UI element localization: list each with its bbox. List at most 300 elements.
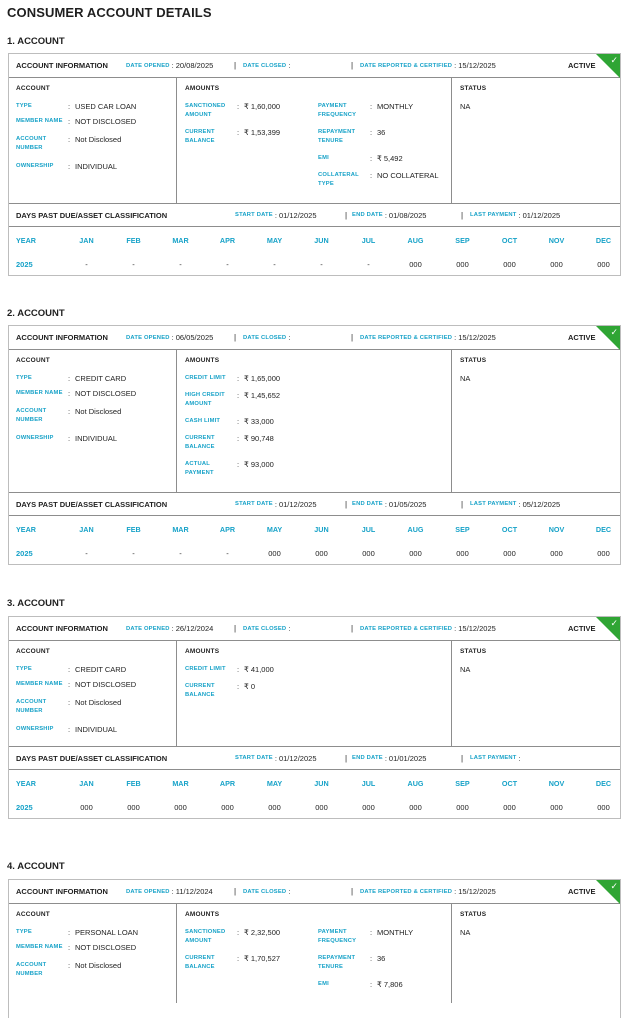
colon: : [288, 624, 291, 633]
date-reported-field [360, 887, 496, 896]
year-header: YEAR [16, 779, 36, 788]
dpd-title: DAYS PAST DUE/ASSET CLASSIFICATION [16, 753, 168, 763]
account-number-label: ACCOUNT NUMBER [16, 962, 47, 977]
month-value: 000 [315, 549, 328, 558]
grid-spacer [9, 525, 16, 541]
colon: : [68, 961, 71, 970]
separator: | [234, 61, 237, 70]
dpd-title: DAYS PAST DUE/ASSET CLASSIFICATION [16, 210, 168, 220]
status-column [452, 78, 620, 203]
colon: : [68, 665, 71, 674]
amount-value: ₹ 90,748 [244, 434, 274, 443]
account-column [9, 350, 177, 492]
separator: | [351, 887, 354, 896]
last-payment-value: 05/12/2025 [522, 499, 561, 509]
month-header: JUN [314, 525, 329, 534]
colon: : [237, 128, 240, 137]
colon: : [288, 333, 291, 342]
start-date-label: START DATE [235, 501, 273, 507]
month-header: APR [219, 525, 236, 534]
month-value: 000 [409, 803, 422, 812]
type-value: CREDIT CARD [75, 374, 127, 383]
year-value: 2025 [16, 549, 33, 558]
type-value: PERSONAL LOAN [75, 928, 139, 937]
date-opened-label: DATE OPENED [126, 888, 170, 895]
status-value: NA [460, 374, 471, 383]
member-name-value: NOT DISCLOSED [75, 389, 137, 398]
date-reported-label: DATE REPORTED & CERTIFIED [360, 334, 453, 341]
amount-label: EMI [318, 981, 329, 987]
ownership-label: OWNERSHIP [16, 435, 54, 441]
colon: : [237, 928, 240, 937]
amount-label: HIGH CREDIT AMOUNT [185, 392, 225, 407]
month-header: FEB [126, 236, 141, 245]
month-value: 000 [550, 549, 563, 558]
last-payment-label: LAST PAYMENT [470, 212, 517, 218]
account-column [9, 78, 177, 203]
amount-row [318, 954, 444, 972]
date-opened-field [126, 333, 213, 342]
account-body [9, 904, 620, 1003]
month-header: SEP [455, 525, 470, 534]
amount-label: SANCTIONED AMOUNT [185, 929, 226, 944]
amount-label: REPAYMENT TENURE [318, 129, 356, 144]
dpd-month-grid [9, 227, 620, 275]
date-reported-value: 15/12/2025 [458, 887, 496, 896]
month-header: JAN [79, 236, 94, 245]
colon: : [237, 665, 240, 674]
ownership-label: OWNERSHIP [16, 726, 54, 732]
month-header: AUG [407, 779, 424, 788]
member-name-label: MEMBER NAME [16, 118, 63, 124]
month-header: AUG [407, 525, 424, 534]
member-name-row [16, 389, 169, 398]
month-header: DEC [595, 779, 612, 788]
colon: : [454, 624, 457, 633]
status-section-title: STATUS [460, 911, 487, 918]
colon: : [68, 374, 71, 383]
date-closed-field [243, 333, 292, 342]
month-header: SEP [455, 236, 470, 245]
amount-row [185, 954, 318, 972]
amounts-left [185, 374, 318, 486]
separator: | [234, 333, 237, 342]
account-number-label: ACCOUNT NUMBER [16, 699, 47, 714]
amounts-right [318, 102, 444, 197]
month-value: - [179, 260, 182, 269]
colon: : [68, 162, 71, 171]
account-heading: 1. ACCOUNT [7, 36, 65, 47]
account-body [9, 350, 620, 492]
month-value: 000 [409, 260, 422, 269]
colon: : [288, 61, 291, 70]
colon: : [68, 698, 71, 707]
ownership-row [16, 162, 169, 171]
amount-value: ₹ 0 [244, 682, 256, 691]
member-name-row [16, 680, 169, 689]
start-date-field [235, 211, 317, 220]
end-date-value: 01/08/2025 [388, 210, 427, 220]
account-info-title: ACCOUNT INFORMATION [16, 333, 108, 342]
amount-value: ₹ 1,60,000 [244, 102, 281, 111]
amount-value: ₹ 7,806 [377, 980, 403, 989]
member-name-row [16, 943, 169, 952]
account-number-row [16, 698, 169, 716]
month-value: 000 [362, 549, 375, 558]
amount-row [318, 128, 444, 146]
month-value: 000 [268, 549, 281, 558]
ownership-row [16, 725, 169, 734]
status-section-title: STATUS [460, 357, 487, 364]
amount-label: REPAYMENT TENURE [318, 955, 356, 970]
amounts-section-title: AMOUNTS [185, 648, 220, 655]
month-value: 000 [456, 803, 469, 812]
type-value: USED CAR LOAN [75, 102, 137, 111]
amount-value: ₹ 41,000 [244, 665, 274, 674]
amount-row [185, 434, 318, 452]
date-opened-value: 20/08/2025 [175, 61, 214, 70]
amounts-column [177, 78, 452, 203]
month-value: 000 [268, 803, 281, 812]
start-date-label: START DATE [235, 755, 273, 761]
month-header: FEB [126, 779, 141, 788]
amounts-section-title: AMOUNTS [185, 85, 220, 92]
date-opened-field [126, 624, 213, 633]
amount-label: CASH LIMIT [185, 418, 221, 424]
amounts-grid [185, 928, 444, 997]
month-value: 000 [456, 549, 469, 558]
month-value: 000 [315, 803, 328, 812]
member-name-label: MEMBER NAME [16, 681, 63, 687]
amounts-right [318, 665, 444, 708]
colon: : [274, 499, 277, 509]
member-name-label: MEMBER NAME [16, 944, 63, 950]
dpd-bar [9, 492, 620, 516]
amount-value: MONTHLY [377, 102, 414, 111]
year-value: 2025 [16, 803, 33, 812]
colon: : [384, 499, 387, 509]
month-header: JAN [79, 779, 94, 788]
grid-spacer [9, 236, 16, 252]
colon: : [384, 210, 387, 220]
account-card [8, 879, 621, 1018]
member-name-value: NOT DISCLOSED [75, 117, 137, 126]
month-header: AUG [407, 236, 424, 245]
check-icon: ✓ [610, 881, 618, 891]
separator: | [461, 210, 464, 220]
separator: | [234, 887, 237, 896]
colon: : [454, 61, 457, 70]
month-header: NOV [548, 779, 565, 788]
account-info-bar [9, 54, 620, 78]
date-opened-field [126, 61, 213, 70]
account-column [9, 641, 177, 746]
month-value: 000 [550, 260, 563, 269]
account-info-title: ACCOUNT INFORMATION [16, 624, 108, 633]
date-reported-label: DATE REPORTED & CERTIFIED [360, 625, 453, 632]
amounts-grid [185, 102, 444, 197]
status-column [452, 350, 620, 492]
end-date-field [352, 211, 426, 220]
type-row [16, 102, 169, 111]
month-header: DEC [595, 236, 612, 245]
colon: : [370, 954, 373, 963]
amount-value: MONTHLY [377, 928, 414, 937]
active-status-label: ACTIVE [568, 887, 596, 896]
colon: : [384, 753, 387, 763]
amount-value: ₹ 5,492 [377, 154, 403, 163]
amount-row [185, 391, 318, 409]
colon: : [454, 333, 457, 342]
separator: | [461, 753, 464, 763]
account-section-title: ACCOUNT [16, 357, 50, 364]
colon: : [454, 887, 457, 896]
year-value: 2025 [16, 260, 33, 269]
month-value: 000 [174, 803, 187, 812]
account-body [9, 641, 620, 746]
month-header: JUN [314, 779, 329, 788]
amounts-left [185, 665, 318, 708]
amount-row [318, 154, 444, 163]
account-number-value: Not Disclosed [75, 407, 122, 416]
end-date-label: END DATE [352, 501, 383, 507]
month-value: - [132, 549, 135, 558]
amount-label: CURRENT BALANCE [185, 435, 215, 450]
last-payment-field [470, 211, 560, 220]
start-date-field [235, 754, 317, 763]
active-status-label: ACTIVE [568, 624, 596, 633]
colon: : [274, 753, 277, 763]
account-number-row [16, 407, 169, 425]
ownership-value: INDIVIDUAL [75, 434, 118, 443]
amount-label: CURRENT BALANCE [185, 683, 215, 698]
colon: : [68, 389, 71, 398]
month-value: - [273, 260, 276, 269]
account-number-row [16, 135, 169, 153]
check-icon: ✓ [610, 618, 618, 628]
amounts-column [177, 641, 452, 746]
last-payment-field [470, 754, 523, 763]
amounts-grid [185, 374, 444, 486]
amount-row [318, 171, 444, 189]
end-date-label: END DATE [352, 212, 383, 218]
date-reported-field [360, 624, 496, 633]
account-number-value: Not Disclosed [75, 698, 122, 707]
month-value: 000 [503, 260, 516, 269]
amount-row [185, 128, 318, 146]
amounts-left [185, 102, 318, 197]
start-date-label: START DATE [235, 212, 273, 218]
month-value: 000 [597, 260, 610, 269]
account-card [8, 616, 621, 819]
colon: : [370, 171, 373, 180]
amount-value: ₹ 1,53,399 [244, 128, 281, 137]
amount-row [185, 417, 318, 426]
amount-row [318, 980, 444, 989]
month-value: - [226, 549, 229, 558]
date-reported-field [360, 61, 496, 70]
separator: | [351, 61, 354, 70]
amount-value: ₹ 1,65,000 [244, 374, 281, 383]
type-label: TYPE [16, 103, 32, 109]
ownership-row [16, 434, 169, 443]
colon: : [288, 887, 291, 896]
colon: : [370, 980, 373, 989]
amount-label: ACTUAL PAYMENT [185, 461, 214, 476]
month-value: 000 [456, 260, 469, 269]
month-value: 000 [597, 549, 610, 558]
month-header: MAY [266, 525, 283, 534]
last-payment-label: LAST PAYMENT [470, 501, 517, 507]
status-section-title: STATUS [460, 648, 487, 655]
month-header: JUL [361, 525, 376, 534]
date-closed-label: DATE CLOSED [243, 62, 287, 69]
colon: : [237, 102, 240, 111]
amount-value: ₹ 93,000 [244, 460, 274, 469]
date-reported-field [360, 333, 496, 342]
amount-row [185, 928, 318, 946]
account-info-bar [9, 326, 620, 350]
account-info-bar [9, 617, 620, 641]
account-number-value: Not Disclosed [75, 961, 122, 970]
account-heading: 3. ACCOUNT [7, 598, 65, 609]
amount-label: CREDIT LIMIT [185, 375, 226, 381]
amount-value: ₹ 2,32,500 [244, 928, 281, 937]
colon: : [171, 887, 174, 896]
month-header: JUL [361, 779, 376, 788]
month-value: 000 [550, 803, 563, 812]
colon: : [68, 943, 71, 952]
account-section-title: ACCOUNT [16, 85, 50, 92]
date-opened-field [126, 887, 213, 896]
colon: : [68, 102, 71, 111]
month-header: MAR [172, 779, 189, 788]
start-date-field [235, 500, 317, 509]
separator: | [345, 499, 348, 509]
dpd-month-grid [9, 770, 620, 818]
amounts-column [177, 904, 452, 1003]
colon: : [68, 407, 71, 416]
colon: : [171, 333, 174, 342]
dpd-bar [9, 203, 620, 227]
colon: : [237, 434, 240, 443]
date-opened-value: 26/12/2024 [175, 624, 214, 633]
member-name-row [16, 117, 169, 126]
type-row [16, 374, 169, 383]
status-value: NA [460, 102, 471, 111]
month-header: APR [219, 236, 236, 245]
dpd-month-grid [9, 516, 620, 564]
month-value: 000 [503, 803, 516, 812]
date-closed-label: DATE CLOSED [243, 334, 287, 341]
account-number-label: ACCOUNT NUMBER [16, 136, 47, 151]
separator: | [351, 333, 354, 342]
month-value: - [179, 549, 182, 558]
month-value: - [367, 260, 370, 269]
type-label: TYPE [16, 666, 32, 672]
dpd-title: DAYS PAST DUE/ASSET CLASSIFICATION [16, 499, 168, 509]
amount-label: CREDIT LIMIT [185, 666, 226, 672]
year-header: YEAR [16, 525, 36, 534]
month-header: FEB [126, 525, 141, 534]
date-opened-label: DATE OPENED [126, 334, 170, 341]
status-column [452, 904, 620, 1003]
account-body [9, 78, 620, 203]
dpd-bar [9, 746, 620, 770]
amounts-grid [185, 665, 444, 708]
amount-row [185, 102, 318, 120]
month-header: NOV [548, 525, 565, 534]
month-header: JAN [79, 525, 94, 534]
account-section-title: ACCOUNT [16, 911, 50, 918]
amount-value: 36 [377, 954, 386, 963]
month-header: MAR [172, 236, 189, 245]
account-number-row [16, 961, 169, 979]
amount-label: PAYMENT FREQUENCY [318, 929, 357, 944]
colon: : [370, 928, 373, 937]
amount-value: 36 [377, 128, 386, 137]
ownership-label: OWNERSHIP [16, 163, 54, 169]
amount-row [185, 460, 318, 478]
month-header: MAY [266, 779, 283, 788]
amounts-column [177, 350, 452, 492]
status-column [452, 641, 620, 746]
colon: : [171, 624, 174, 633]
grid-spacer [9, 541, 16, 558]
colon: : [518, 210, 521, 220]
colon: : [68, 117, 71, 126]
amounts-right [318, 374, 444, 486]
account-number-label: ACCOUNT NUMBER [16, 408, 47, 423]
month-header: JUL [361, 236, 376, 245]
amount-label: CURRENT BALANCE [185, 955, 215, 970]
colon: : [237, 682, 240, 691]
colon: : [237, 374, 240, 383]
check-icon: ✓ [610, 327, 618, 337]
month-value: 000 [362, 803, 375, 812]
date-reported-label: DATE REPORTED & CERTIFIED [360, 888, 453, 895]
member-name-value: NOT DISCLOSED [75, 680, 137, 689]
colon: : [370, 154, 373, 163]
colon: : [274, 210, 277, 220]
date-reported-value: 15/12/2025 [458, 333, 496, 342]
end-date-field [352, 754, 426, 763]
member-name-value: NOT DISCLOSED [75, 943, 137, 952]
end-date-value: 01/05/2025 [388, 499, 427, 509]
separator: | [234, 624, 237, 633]
colon: : [68, 928, 71, 937]
amount-row [185, 665, 318, 674]
start-date-value: 01/12/2025 [278, 753, 317, 763]
amounts-section-title: AMOUNTS [185, 911, 220, 918]
active-status-label: ACTIVE [568, 333, 596, 342]
account-column [9, 904, 177, 1003]
type-row [16, 928, 169, 937]
active-status-label: ACTIVE [568, 61, 596, 70]
date-reported-value: 15/12/2025 [458, 61, 496, 70]
account-heading: 4. ACCOUNT [7, 861, 65, 872]
colon: : [518, 499, 521, 509]
amount-row [318, 102, 444, 120]
account-section-title: ACCOUNT [16, 648, 50, 655]
account-card [8, 53, 621, 276]
colon: : [370, 102, 373, 111]
colon: : [237, 391, 240, 400]
account-info-title: ACCOUNT INFORMATION [16, 61, 108, 70]
colon: : [370, 128, 373, 137]
amounts-left [185, 928, 318, 997]
amount-row [185, 682, 318, 700]
